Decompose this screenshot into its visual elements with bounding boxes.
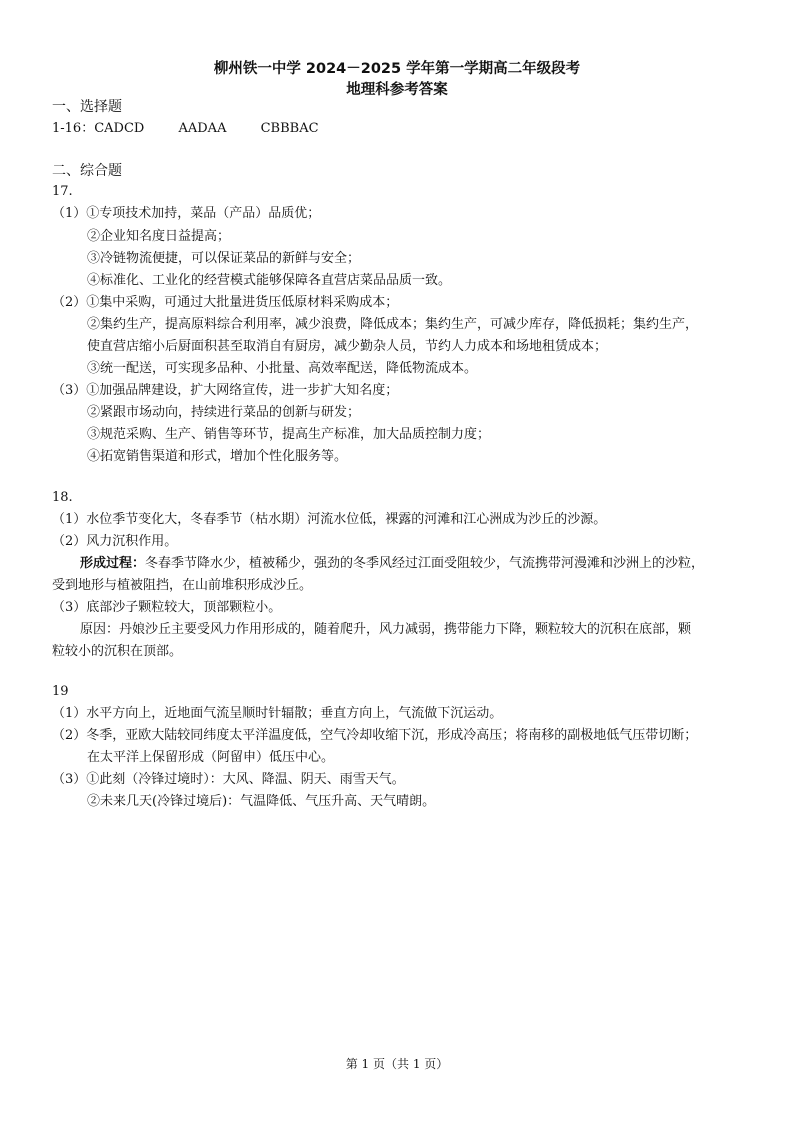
q17-part2-line4: ③统一配送，可实现多品种、小批量、高效率配送，降低物流成本。 (87, 361, 478, 376)
q17-part3-line1: （3）①加强品牌建设，扩大网络宣传，进一步扩大知名度； (52, 383, 399, 398)
q19-part1: （1）水平方向上，近地面气流呈顺时针辐散；垂直方向上，气流做下沉运动。 (52, 706, 503, 721)
q18-process-text: 冬春季节降水少，植被稀少，强劲的冬季风经过江面受阻较少，气流携带河漫滩和沙洲上的沙粒， (145, 556, 705, 571)
q18-part2-process (80, 555, 704, 573)
document-title: 柳州铁一中学 2024－2025 学年第一学期高二年级段考 (213, 61, 581, 77)
q17-part1-line1: （1）①专项技术加持，菜品（产品）品质优； (52, 206, 321, 221)
question-18-number: 18. (52, 490, 73, 505)
q18-part3-reason: 原因：丹娘沙丘主要受风力作用形成的，随着爬升，风力减弱，携带能力下降，颗粒较大的沉积在底部，颗 (80, 622, 692, 637)
q17-part3-line2: ②紧跟市场动向，持续进行菜品的创新与研发； (87, 405, 361, 420)
q17-part1-line3: ③冷链物流便捷，可以保证菜品的新鲜与安全； (87, 251, 361, 266)
q18-part3: （3）底部沙子颗粒较大，顶部颗粒小。 (52, 600, 282, 615)
choice-answers (52, 120, 319, 138)
choice-answers-group1: 1-16：CADCD (52, 121, 145, 136)
choice-answers-group3: CBBBAC (260, 121, 319, 136)
section-heading-comprehensive: 二、综合题 (52, 163, 122, 179)
q17-part3-line4: ④拓宽销售渠道和形式，增加个性化服务等。 (87, 449, 348, 464)
q17-part1-line2: ②企业知名度日益提高； (87, 229, 231, 244)
choice-answers-group2: AADAA (178, 121, 227, 136)
q19-part3-line1: （3）①此刻（冷锋过境时）：大风、降温、阴天、雨雪天气。 (52, 772, 405, 787)
section-heading-choice: 一、选择题 (52, 99, 122, 115)
q17-part2-line3: 使直营店缩小后厨面积甚至取消自有厨房，减少勤杂人员，节约人力成本和场地租赁成本； (87, 339, 608, 354)
q18-part2: （2）风力沉积作用。 (52, 534, 178, 549)
q17-part2-line2: ②集约生产，提高原料综合利用率，减少浪费，降低成本；集约生产，可减少库存，降低损耗；集约生产， (87, 317, 699, 332)
q19-part2-line2: 在太平洋上保留形成（阿留申）低压中心。 (87, 750, 335, 765)
q18-part2-continuation: 受到地形与植被阻挡，在山前堆积形成沙丘。 (52, 578, 313, 593)
q18-process-label: 形成过程： (80, 556, 146, 571)
q18-part1: （1）水位季节变化大，冬春季节（枯水期）河流水位低，裸露的河滩和江心洲成为沙丘的沙源。 (52, 512, 607, 527)
q19-part3-line2: ②未来几天(冷锋过境后)：气温降低、气压升高、天气晴朗。 (87, 794, 436, 809)
q17-part3-line3: ③规范采购、生产、销售等环节，提高生产标准，加大品质控制力度； (87, 427, 491, 442)
page-footer: 第 1 页（共 1 页） (345, 1057, 449, 1071)
question-19-number: 19 (52, 684, 69, 699)
q17-part1-line4: ④标准化、工业化的经营模式能够保障各直营店菜品品质一致。 (87, 273, 452, 288)
q18-part3-continuation: 粒较小的沉积在顶部。 (52, 644, 183, 659)
q17-part2-line1: （2）①集中采购，可通过大批量进货压低原材料采购成本； (52, 295, 399, 310)
q19-part2-line1: （2）冬季，亚欧大陆较同纬度太平洋温度低，空气冷却收缩下沉，形成冷高压；将南移的副极地低气压带切断； (52, 728, 698, 743)
document-subtitle: 地理科参考答案 (346, 82, 448, 98)
question-17-number: 17. (52, 184, 73, 199)
